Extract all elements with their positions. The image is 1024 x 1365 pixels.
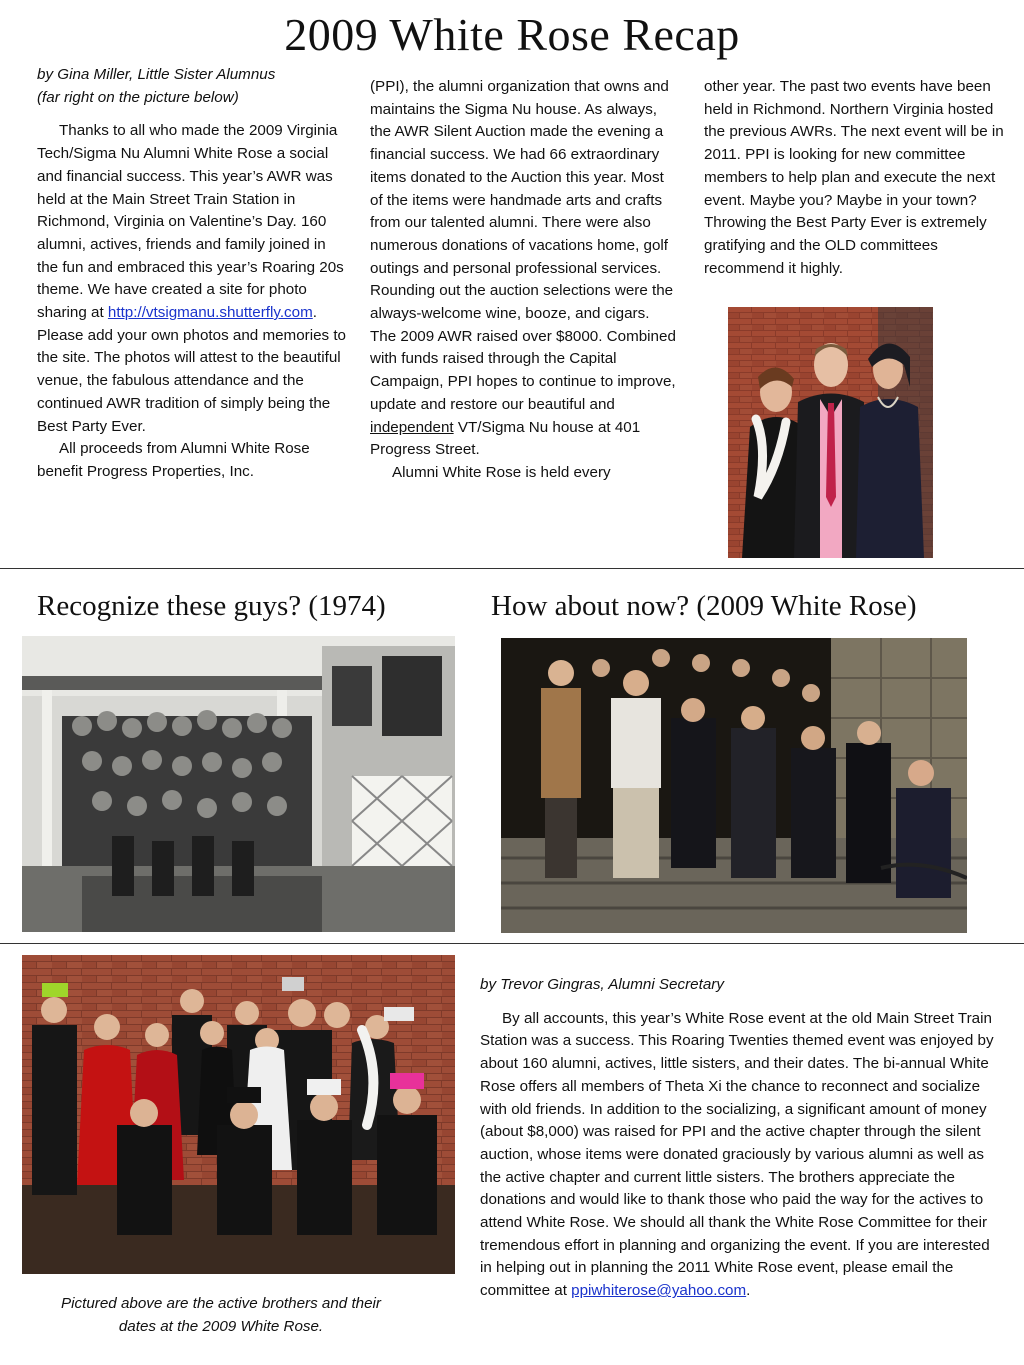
article1-column-2 (370, 76, 676, 485)
committee-email-link[interactable]: ppiwhiterose@yahoo.com (571, 1282, 747, 1300)
group-photo-2009 (501, 638, 967, 933)
photo-caption: Pictured above are the active brothers and their dates at the 2009 White Rose. (61, 1295, 381, 1335)
article1-byline: by Gina Miller, Little Sister Alumnus (37, 66, 276, 83)
article1-byline-note: (far right on the picture below) (37, 88, 239, 106)
article2-byline: by Trevor Gingras, Alumni Secretary (480, 976, 724, 993)
article1-paragraph-3: (PPI), the alumni organization that owns and maintains the Sigma Nu house. As always, the AWR Silent Auction made the evening a financial success. We had 66 extraordinary items donated to the Auction this year. Most of the items were handmade arts and crafts from our talented alumni. There were also numerous donations of vacations home, golf outings and personal professional services. Rounding out the auction selections were the always-welcome wine, booze, and cigars. The 2009 AWR raised over $8000. Combined with funds raised through the Capital Campaign, PPI hopes to continue to improve, update and restore our beautiful and independent VT/Sigma Nu house at 401 Progress Street. (370, 78, 676, 459)
article1-paragraph-5: other year. The past two events have been held in Richmond. Northern Virginia hosted the previous AWRs. The next event will be in 2011. PPI is looking for new committee members to help plan and execute the next event. Maybe you? Maybe in your town? Throwing the Best Party Ever is extremely gratifying and the OLD committees recommend it highly. (704, 78, 1004, 277)
group-photo-1974 (22, 636, 455, 932)
article1-paragraph-2: All proceeds from Alumni White Rose benefit Progress Properties, Inc. (37, 440, 310, 480)
shutterfly-link[interactable]: http://vtsigmanu.shutterfly.com (107, 304, 313, 322)
active-brothers-photo (22, 955, 455, 1274)
article1-column-1 (37, 64, 347, 484)
article1-paragraph-4: Alumni White Rose is held every (392, 463, 611, 481)
independent-underlined: independent (370, 418, 454, 436)
article2-body: By all accounts, this year’s White Rose event at the old Main Street Train Station was a success. This Roaring Twenties themed event was enjoyed by about 160 alumni, actives, little sisters, and their dates. The bi-annual White Rose offers all members of Theta Xi the chance to reconnect and socialize with old friends. In addition to the socializing, a significant amount of money (about $8,000) was raised for PPI and the active chapter through the silent auction, whose items were donated graciously by various alumni as well as the active chapter and current little sisters. The brothers appreciate the donations and would like to thank those who paid the way for the actives to attend White Rose. We should all thank the White Rose Committee for their tremendous effort in planning and organizing the event. If you are interested in helping out in planning the 2011 White Rose event, please email the committee at ppiwhiterose@yahoo.com. (480, 1009, 994, 1300)
page-title: 2009 White Rose Recap (284, 9, 740, 60)
heading-2009: How about now? (2009 White Rose) (491, 590, 917, 622)
article2 (480, 974, 1003, 1303)
article1-column-3 (704, 76, 1004, 280)
heading-1974: Recognize these guys? (1974) (37, 590, 386, 622)
divider-top (0, 568, 1024, 569)
article1-paragraph-1: Thanks to all who made the 2009 Virginia Tech/Sigma Nu Alumni White Rose a social and financial success. This year’s AWR was held at the Main Street Train Station in Richmond, Virginia on Valentine’s Day. 160 alumni, actives, friends and family joined in the fun and embraced this year’s Roaring 20s theme. We have created a site for photo sharing at http://vtsigmanu.shutterfly.com. Please add your own photos and memories to the site. The photos will attest to the beautiful venue, the fabulous attendance and the continued AWR tradition of simply being the Best Party Ever. (37, 122, 346, 435)
divider-bottom (0, 943, 1024, 944)
alumni-trio-photo (728, 307, 933, 558)
